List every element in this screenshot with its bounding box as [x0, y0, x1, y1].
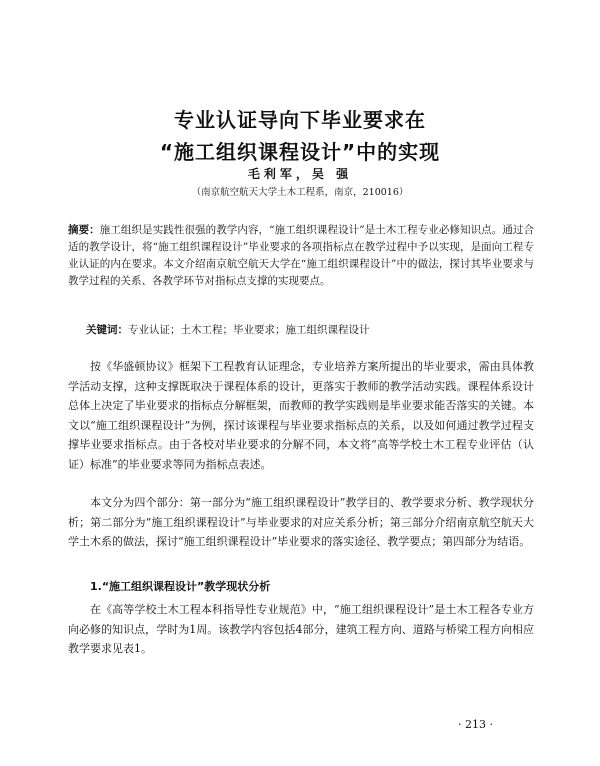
- section-1-heading: 1.“施工组织课程设计”教学现状分析: [90, 580, 271, 593]
- body-paragraph-1: 按《华盛顿协议》框架下工程教育认证理念，专业培养方案所提出的毕业要求，需由具体教学活动支撑，这种支撑既取决于课程体系的设计，更落实于教师的教学活动实践。课程体系设计总体上决定了毕业要求的指标点分解框架，而教师的教学实践则是毕业要求能否落实的关键。本文以“施工组织课程设计”为例，探讨该课程与毕业要求指标点的关系，以及如何通过教学过程支撑毕业要求指标点。由于各校对毕业要求的分解不同，本文将“高等学校土木工程专业评估（认证）标准”的毕业要求等同为指标点表述。: [68, 360, 534, 471]
- abstract-text: 施工组织是实践性很强的教学内容，“施工组织课程设计”是土木工程专业必修知识点。通过合适的教学设计，将“施工组织课程设计”毕业要求的各项指标点在教学过程中予以实现，是面向工程专业认证的内在要求。本文介绍南京航空航天大学在“施工组织课程设计”中的做法，探讨其毕业要求与教学过程的关系、各教学环节对指标点支撑的实现要点。: [68, 224, 535, 287]
- affiliation: （南京航空航天大学土木工程系，南京，210016）: [191, 187, 409, 198]
- body-paragraph-2: 本文分为四个部分：第一部分为“施工组织课程设计”教学目的、教学要求分析、教学现状分析；第二部分为“施工组织课程设计”与毕业要求的对应关系分析；第三部分介绍南京航空航天大学土木系的做法，探讨“施工组织课程设计”毕业要求的落实途径、教学要点；第四部分为结语。: [68, 496, 534, 548]
- page-number: · 213 ·: [458, 718, 493, 731]
- title-line-1: 专业认证导向下毕业要求在: [174, 108, 426, 132]
- keywords-label: 关键词：: [86, 324, 128, 336]
- abstract: [68, 222, 534, 290]
- keywords-text: 专业认证；土木工程；毕业要求；施工组织课程设计: [128, 324, 370, 336]
- abstract-label: 摘要：: [68, 224, 100, 236]
- keywords: [86, 322, 534, 339]
- authors: 毛利军，吴 强: [247, 167, 353, 181]
- title-line-2: “施工组织课程设计”中的实现: [159, 140, 441, 164]
- body-paragraph-3: 在《高等学校土木工程本科指导性专业规范》中，“施工组织课程设计”是土木工程各专业方向必修的知识点，学时为1周。该教学内容包括4部分，建筑工程方向、道路与桥梁工程方向相应教学要求见表1。: [68, 603, 534, 655]
